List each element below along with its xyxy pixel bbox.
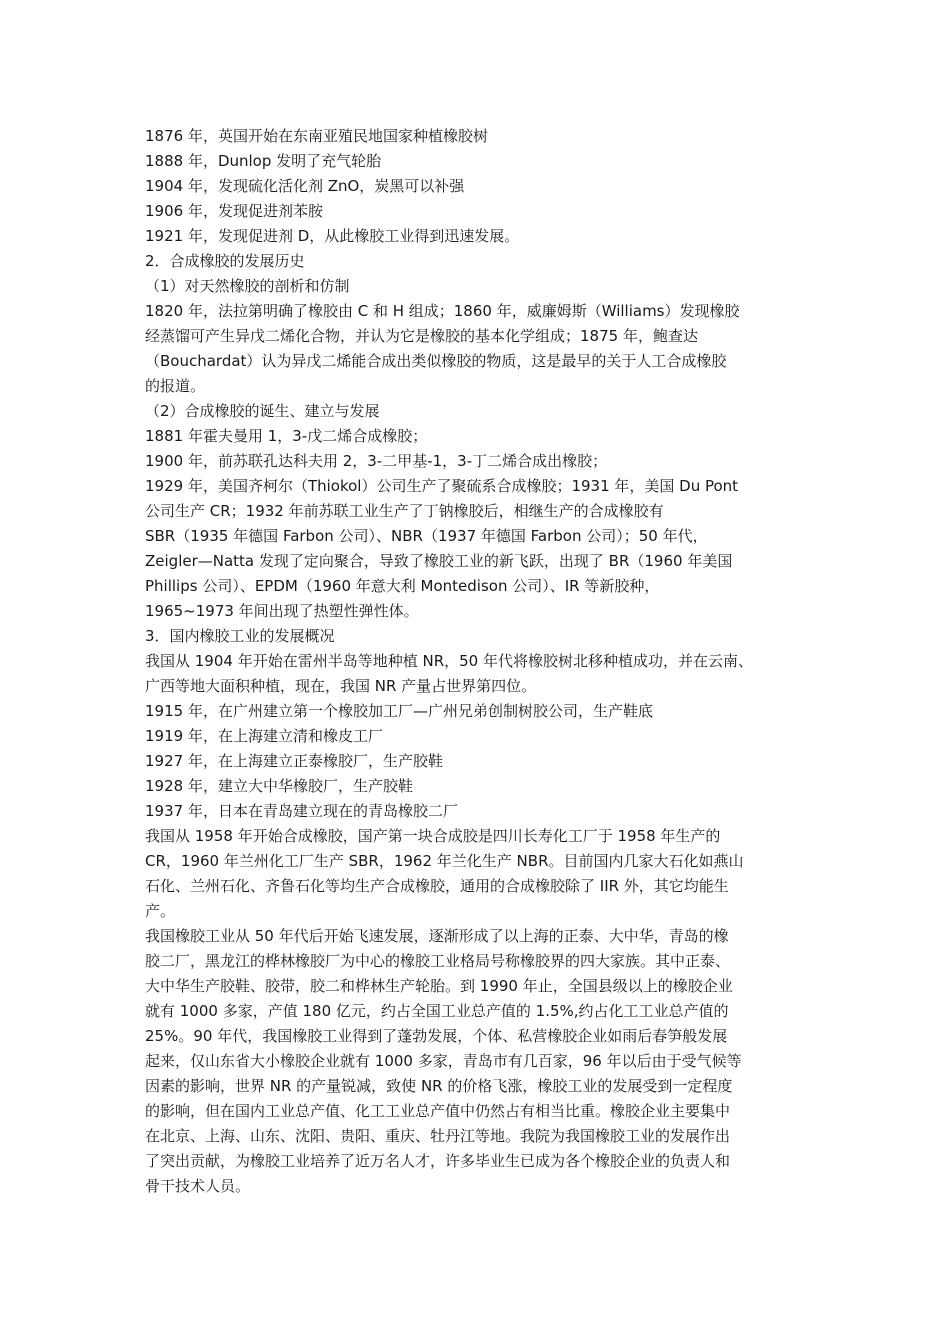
text-line: 1919 年，在上海建立清和橡皮工厂: [145, 727, 383, 745]
text-line: 我国橡胶工业从 50 年代后开始飞速发展，逐渐形成了以上海的正泰、大中华，青岛的橡: [145, 927, 729, 945]
text-line: 起来，仅山东省大小橡胶企业就有 1000 多家，青岛市有几百家，96 年以后由于受气候等: [145, 1052, 742, 1070]
text-line: 骨干技术人员。: [145, 1177, 251, 1195]
text-line: Zeigler—Natta 发现了定向聚合，导致了橡胶工业的新飞跃，出现了 BR（1960 年美国: [145, 552, 733, 570]
text-line: 大中华生产胶鞋、胶带，胶二和桦林生产轮胎。到 1990 年止，全国县级以上的橡胶企业: [145, 977, 733, 995]
text-line: （2）合成橡胶的诞生、建立与发展: [145, 402, 380, 420]
document-body: [145, 124, 810, 1199]
text-line: 在北京、上海、山东、沈阳、贵阳、重庆、牡丹江等地。我院为我国橡胶工业的发展作出: [145, 1127, 731, 1145]
text-line: 3．国内橡胶工业的发展概况: [145, 627, 335, 645]
text-line: 1921 年，发现促进剂 D，从此橡胶工业得到迅速发展。: [145, 227, 520, 245]
text-line: 公司生产 CR；1932 年前苏联工业生产了丁钠橡胶后，相继生产的合成橡胶有: [145, 502, 664, 520]
text-line: 1881 年霍夫曼用 1，3-戊二烯合成橡胶；: [145, 427, 428, 445]
text-line: SBR（1935 年德国 Farbon 公司）、NBR（1937 年德国 Farbon 公司）；50 年代，: [145, 527, 708, 545]
text-line: 1937 年，日本在青岛建立现在的青岛橡胶二厂: [145, 802, 458, 820]
text-line: 2．合成橡胶的发展历史: [145, 252, 305, 270]
text-line: 1900 年，前苏联孔达科夫用 2，3-二甲基-1，3-丁二烯合成出橡胶；: [145, 452, 608, 470]
text-line: 的影响，但在国内工业总产值、化工工业总产值中仍然占有相当比重。橡胶企业主要集中: [145, 1102, 731, 1120]
text-line: 我国从 1958 年开始合成橡胶，国产第一块合成胶是四川长寿化工厂于 1958 年生产的: [145, 827, 721, 845]
text-line: 1820 年，法拉第明确了橡胶由 C 和 H 组成；1860 年，威廉姆斯（Williams）发现橡胶: [145, 302, 740, 320]
text-line: （Bouchardat）认为异戊二烯能合成出类似橡胶的物质，这是最早的关于人工合成橡胶: [145, 352, 727, 370]
text-line: 1915 年，在广州建立第一个橡胶加工厂—广州兄弟创制树胶公司，生产鞋底: [145, 702, 653, 720]
text-line: 产。: [145, 902, 176, 920]
text-line: 因素的影响，世界 NR 的产量锐减，致使 NR 的价格飞涨，橡胶工业的发展受到一定程度: [145, 1077, 733, 1095]
text-line: 我国从 1904 年开始在雷州半岛等地种植 NR，50 年代将橡胶树北移种植成功，并在云南、: [145, 652, 753, 670]
text-line: （1）对天然橡胶的剖析和仿制: [145, 277, 350, 295]
text-line: CR，1960 年兰州化工厂生产 SBR，1962 年兰化生产 NBR。目前国内几家大石化如燕山: [145, 852, 744, 870]
text-line: Phillips 公司）、EPDM（1960 年意大利 Montedison 公司）、IR 等新胶种，: [145, 577, 660, 595]
text-line: 就有 1000 多家，产值 180 亿元，约占全国工业总产值的 1.5%,约占化工工业总产值的: [145, 1002, 729, 1020]
text-line: 经蒸馏可产生异戊二烯化合物，并认为它是橡胶的基本化学组成；1875 年，鲍查达: [145, 327, 698, 345]
text-line: 胶二厂，黑龙江的桦林橡胶厂为中心的橡胶工业格局号称橡胶界的四大家族。其中正泰、: [145, 952, 731, 970]
text-line: 1876 年，英国开始在东南亚殖民地国家种植橡胶树: [145, 127, 488, 145]
text-line: 1965~1973 年间出现了热塑性弹性体。: [145, 602, 419, 620]
text-line: 广西等地大面积种植，现在，我国 NR 产量占世界第四位。: [145, 677, 537, 695]
text-line: 1906 年，发现促进剂苯胺: [145, 202, 323, 220]
text-line: 的报道。: [145, 377, 206, 395]
text-line: 1904 年，发现硫化活化剂 ZnO，炭黑可以补强: [145, 177, 465, 195]
text-line: 1929 年，美国齐柯尔（Thiokol）公司生产了聚硫系合成橡胶；1931 年，美国 Du Pont: [145, 477, 739, 495]
text-line: 1927 年，在上海建立正泰橡胶厂，生产胶鞋: [145, 752, 443, 770]
text-line: 了突出贡献，为橡胶工业培养了近万名人才，许多毕业生已成为各个橡胶企业的负责人和: [145, 1152, 731, 1170]
text-line: 1928 年，建立大中华橡胶厂，生产胶鞋: [145, 777, 413, 795]
text-line: 25%。90 年代，我国橡胶工业得到了蓬勃发展，个体、私营橡胶企业如雨后春笋般发展: [145, 1027, 728, 1045]
text-line: 1888 年，Dunlop 发明了充气轮胎: [145, 152, 382, 170]
text-line: 石化、兰州石化、齐鲁石化等均生产合成橡胶，通用的合成橡胶除了 IIR 外，其它均能生: [145, 877, 729, 895]
